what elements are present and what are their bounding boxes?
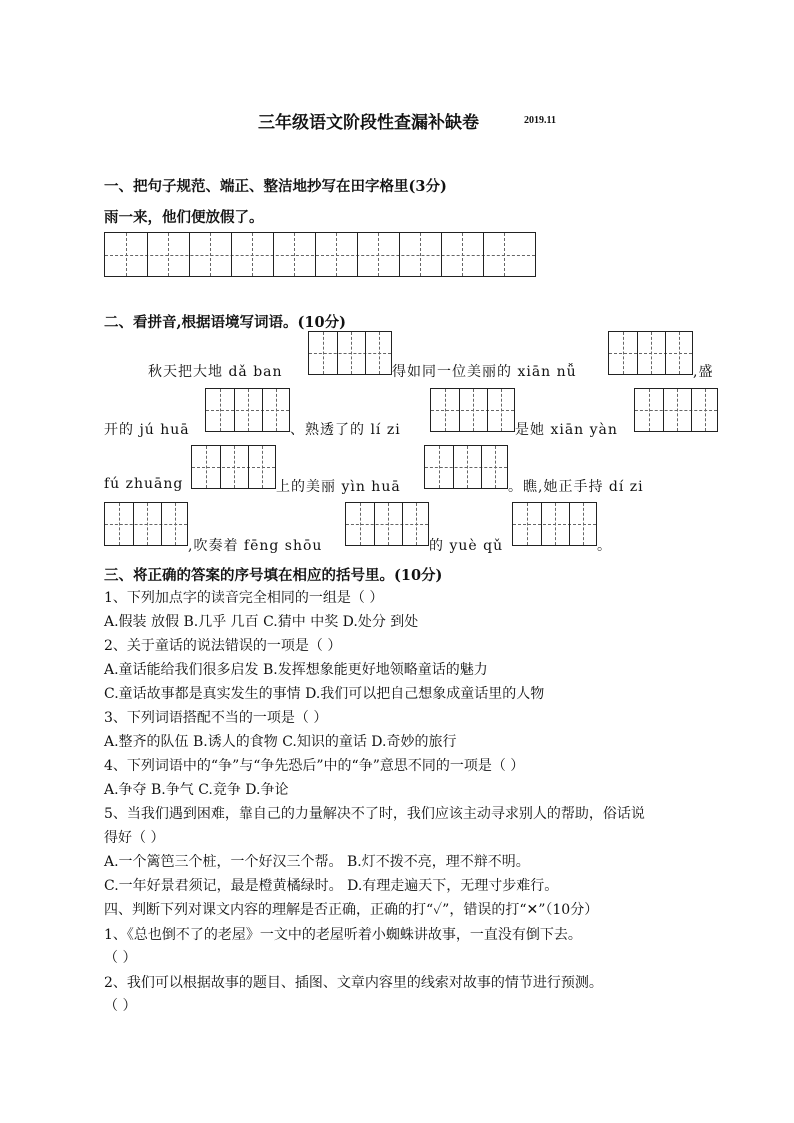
pinyin-text-2c: 是她 xiān yàn	[515, 422, 618, 438]
answer-grid-yinhua[interactable]	[424, 445, 508, 489]
answer-grid-daban[interactable]	[308, 331, 392, 375]
answer-grid-yuequ[interactable]	[512, 502, 597, 546]
pinyin-text-4a: ,吹奏着 fēng shōu	[188, 538, 323, 554]
question-line: 得好（ ）	[104, 830, 165, 846]
pinyin-text-2a: 开的 jú huā	[104, 422, 190, 438]
pinyin-text-1b: 得如同一位美丽的 xiān nǚ	[392, 364, 577, 380]
pinyin-text-3b: 上的美丽 yìn huā	[276, 479, 401, 495]
option-line: C.童话故事都是真实发生的事情 D.我们可以把自己想象成童话里的人物	[104, 686, 545, 702]
answer-grid-juhua[interactable]	[205, 388, 290, 432]
answer-grid-dizi[interactable]	[104, 502, 188, 546]
option-line: C.一年好景君须记，最是橙黄橘绿时。 D.有理走遍天下，无理寸步难行。	[104, 878, 559, 894]
judge-statement: 2、我们可以根据故事的题目、插图、文章内容里的线索对故事的情节进行预测。	[104, 975, 603, 991]
option-line: A.童话能给我们很多启发 B.发挥想象能更好地领略童话的魅力	[104, 662, 488, 678]
copy-sentence: 雨一来，他们便放假了。	[104, 209, 264, 226]
section-4-heading: 四、判断下列对课文内容的理解是否正确，正确的打“✓”，错误的打“✕”（10分）	[104, 902, 599, 918]
answer-grid-xiannu[interactable]	[608, 331, 693, 375]
pinyin-text-4c: 。	[597, 538, 612, 554]
pinyin-text-1c: ,盛	[693, 364, 714, 380]
answer-brackets: （ ）	[104, 950, 137, 966]
section-2-heading: 二、看拼音,根据语境写词语。(10分)	[104, 314, 346, 331]
option-line: A.假装 放假 B.几乎 几百 C.猜中 中奖 D.处分 到处	[104, 614, 419, 630]
writing-grid-sentence[interactable]	[104, 232, 536, 277]
option-line: A.争夺 B.争气 C.竞争 D.争论	[104, 782, 289, 798]
page-title: 三年级语文阶段性查漏补缺卷	[258, 113, 479, 133]
option-line: A.一个篱笆三个桩，一个好汉三个帮。 B.灯不拨不亮，理不辩不明。	[104, 854, 530, 870]
question-line: 3、下列词语搭配不当的一项是（ ）	[104, 710, 328, 726]
answer-grid-lizi[interactable]	[430, 388, 515, 432]
option-line: A.整齐的队伍 B.诱人的食物 C.知识的童话 D.奇妙的旅行	[104, 734, 457, 750]
answer-brackets: （ ）	[104, 998, 137, 1014]
question-line: 1、下列加点字的读音完全相同的一组是（ ）	[104, 590, 384, 606]
pinyin-text-3c: 。瞧,她正手持 dí zi	[508, 479, 644, 495]
exam-date: 2019.11	[524, 115, 556, 126]
answer-grid-fengshou[interactable]	[345, 502, 429, 546]
question-line: 5、当我们遇到困难，靠自己的力量解决不了时，我们应该主动寻求别人的帮助，俗话说	[104, 806, 645, 822]
pinyin-text-4b: 的 yuè qǔ	[429, 538, 504, 554]
answer-grid-xianyan[interactable]	[634, 388, 718, 432]
pinyin-text-3a: fú zhuāng	[104, 476, 184, 492]
answer-grid-fuzhuang[interactable]	[191, 445, 276, 489]
section-3-heading: 三、将正确的答案的序号填在相应的括号里。(10分)	[104, 567, 443, 584]
section-1-heading: 一、把句子规范、端正、整洁地抄写在田字格里(3分)	[104, 178, 447, 195]
question-line: 4、下列词语中的“争”与“争先恐后”中的“争”意思不同的一项是（ ）	[104, 758, 525, 774]
judge-statement: 1、《总也倒不了的老屋》一文中的老屋听着小蜘蛛讲故事，一直没有倒下去。	[104, 927, 582, 943]
pinyin-text-1a: 秋天把大地 dǎ ban	[148, 364, 283, 380]
question-line: 2、关于童话的说法错误的一项是（ ）	[104, 638, 342, 654]
pinyin-text-2b: 、熟透了的 lí zi	[290, 422, 401, 438]
